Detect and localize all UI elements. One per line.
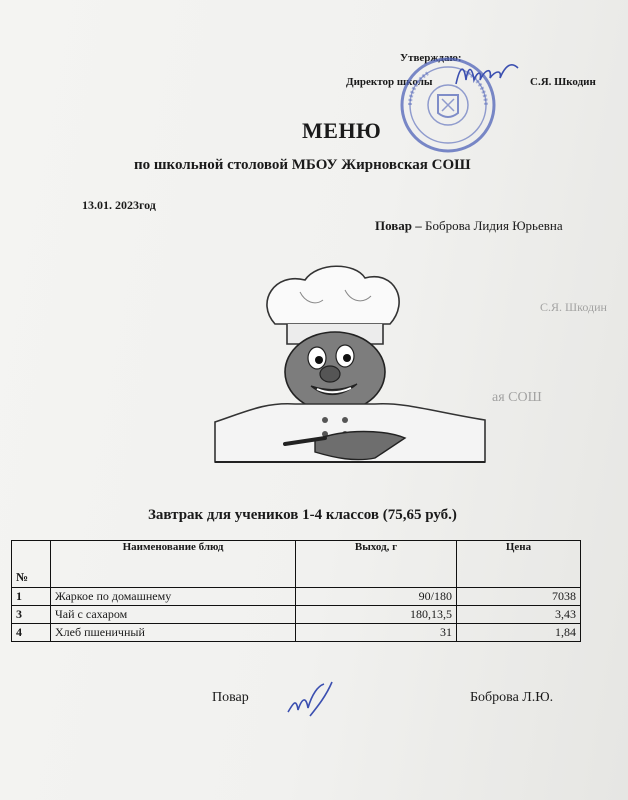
footer-cook-label: Повар [212, 690, 249, 705]
approval-name: С.Я. Шкодин [530, 76, 596, 88]
row-num: 4 [12, 624, 51, 642]
column-header-yield: Выход, г [296, 541, 457, 588]
meal-title: Завтрак для учеников 1-4 классов (75,65 руб.) [148, 507, 457, 523]
table-row [12, 606, 581, 624]
cook-name: Боброва Лидия Юрьевна [425, 218, 563, 233]
row-dish-name: Чай с сахаром [51, 606, 296, 624]
row-dish-name: Хлеб пшеничный [51, 624, 296, 642]
column-header-price: Цена [457, 541, 581, 588]
page-subtitle: по школьной столовой МБОУ Жирновская СОШ [134, 157, 471, 173]
cook-label: Повар – [375, 218, 422, 233]
row-dish-name: Жаркое по домашнему [51, 588, 296, 606]
table-row [12, 624, 581, 642]
footer-cook-name: Боброва Л.Ю. [470, 690, 554, 705]
row-num: 3 [12, 606, 51, 624]
row-yield: 31 [296, 624, 457, 642]
table-row [12, 588, 581, 606]
chef-illustration-icon [205, 262, 495, 467]
row-num: 1 [12, 588, 51, 606]
row-price: 1,84 [457, 624, 581, 642]
column-header-num: № [12, 541, 51, 588]
director-signature-icon [452, 58, 524, 92]
approval-position: Директор школы [346, 76, 433, 88]
approval-label: Утверждаю: [400, 52, 462, 64]
table-header-row [12, 541, 581, 588]
column-header-name: Наименование блюд [51, 541, 296, 588]
bleed-through-text: ая СОШ [492, 390, 542, 405]
row-yield: 180,13,5 [296, 606, 457, 624]
menu-table [11, 540, 581, 642]
bleed-through-text: С.Я. Шкодин [540, 300, 607, 314]
cook-signature-icon [282, 676, 338, 722]
menu-date: 13.01. 2023год [82, 198, 156, 212]
cook-line [375, 218, 563, 234]
row-price: 3,43 [457, 606, 581, 624]
row-price: 7038 [457, 588, 581, 606]
row-yield: 90/180 [296, 588, 457, 606]
page-title: МЕНЮ [302, 118, 382, 143]
